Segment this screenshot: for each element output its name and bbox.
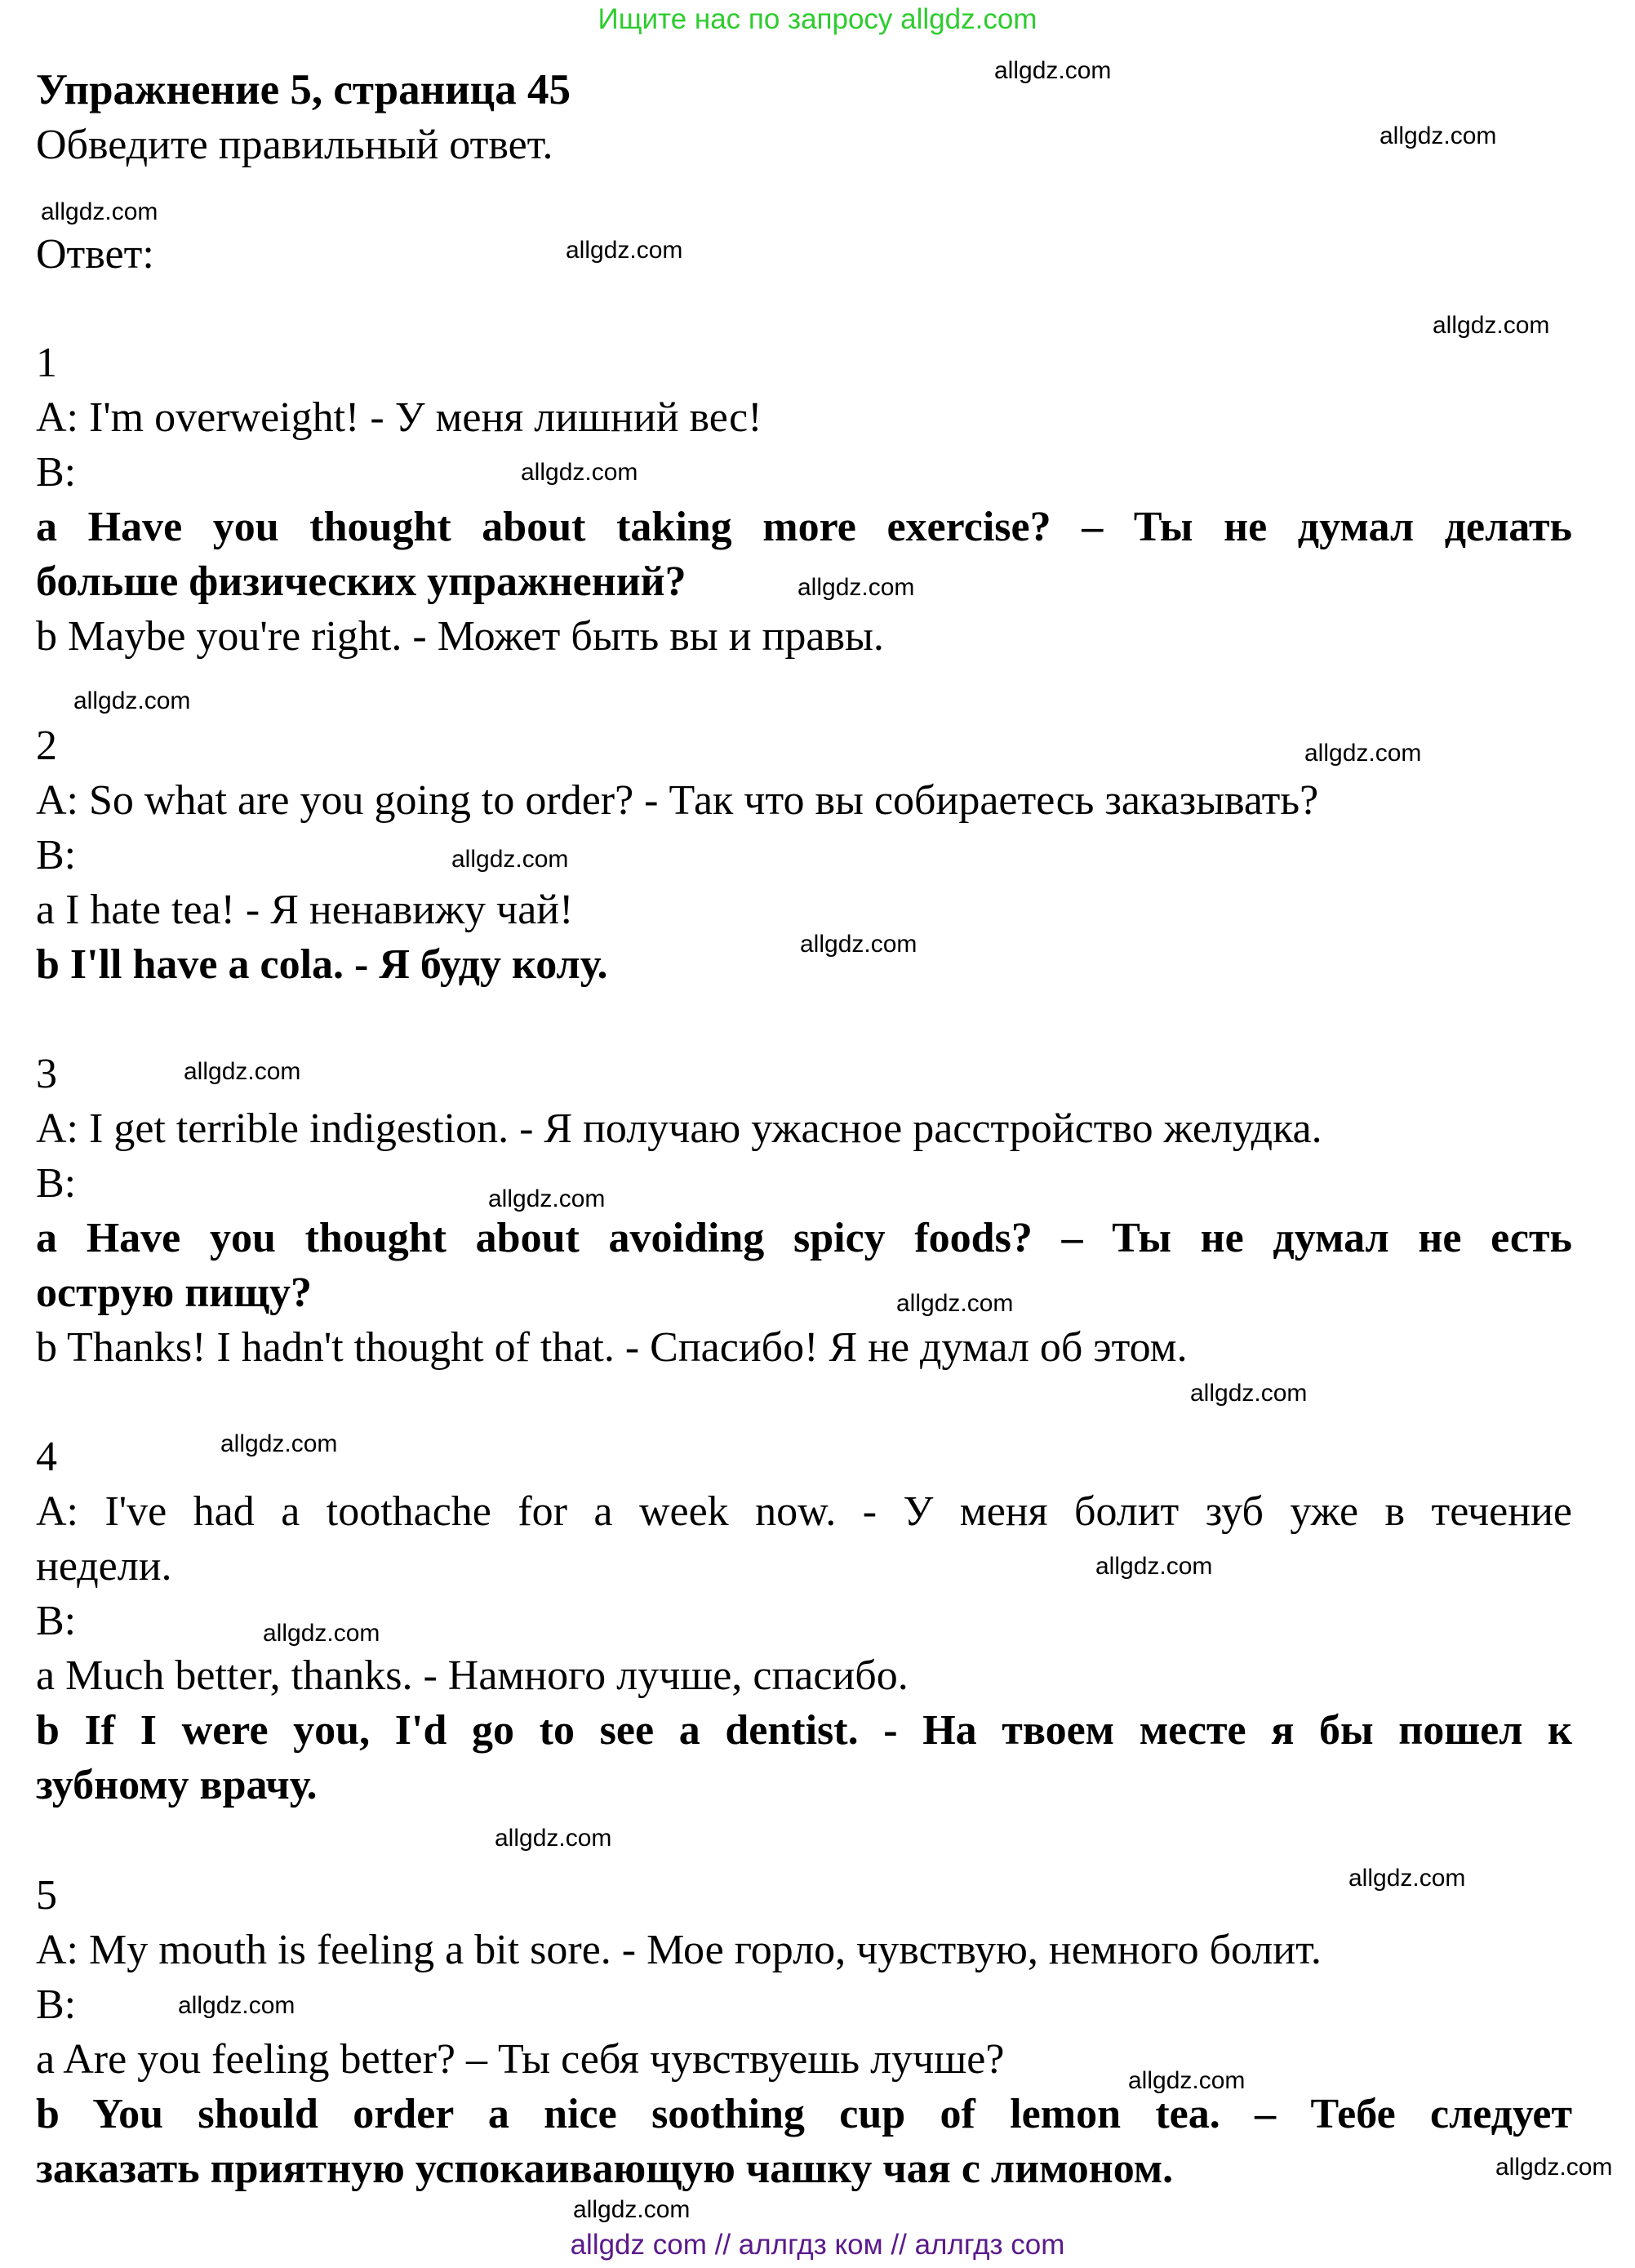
option-correct: b I'll have a cola. - Я буду колу. [36,941,608,988]
page-title: Упражнение 5, страница 45 [36,66,571,113]
option-correct-cont: больше физических упражнений? [36,558,686,605]
watermark: allgdz.com [488,1185,606,1212]
line-a: A: So what are you going to order? - Так что вы собираетесь заказывать? [36,777,1319,824]
line-b-label: B: [36,1160,77,1207]
line-a: A: I'm overweight! - У меня лишний вес! [36,394,762,441]
watermark: allgdz.com [1495,2154,1613,2181]
watermark: allgdz.com [178,1992,295,2019]
watermark: allgdz.com [573,2196,691,2223]
option: b Maybe you're right. - Может быть вы и правы. [36,613,884,660]
line-a: A: I get terrible indigestion. - Я получаю ужасное расстройство желудка. [36,1105,1322,1152]
option: a I hate tea! - Я ненавижу чай! [36,887,574,933]
line-a: A: My mouth is feeling a bit sore. - Мое горло, чувствую, немного болит. [36,1927,1322,1973]
watermark: allgdz.com [1348,1865,1466,1892]
option-correct: b If I were you, I'd go to see a dentist. - На твоем месте я бы пошел к [36,1707,1572,1754]
watermark: allgdz.com [451,846,569,873]
item-number: 2 [36,723,57,769]
instruction-text: Обведите правильный ответ. [36,122,553,168]
line-b-label: B: [36,832,77,878]
answer-label: Ответ: [36,231,154,278]
option-correct: a Have you thought about taking more exercise? – Ты не думал делать [36,504,1572,550]
watermark: allgdz.com [1304,740,1422,767]
watermark: allgdz.com [41,198,158,225]
watermark: allgdz.com [1095,1553,1213,1580]
option-correct-cont: заказать приятную успокаивающую чашку чая с лимоном. [36,2146,1174,2192]
footer-links: allgdz com // аллгдз ком // аллгдз com [570,2229,1065,2261]
option: a Are you feeling better? – Ты себя чувствуешь лучше? [36,2036,1005,2083]
watermark: allgdz.com [521,459,638,486]
watermark: allgdz.com [896,1290,1014,1317]
item-number: 3 [36,1051,57,1097]
line-b-label: B: [36,1598,77,1644]
watermark: allgdz.com [994,57,1112,84]
option-correct-cont: острую пищу? [36,1270,313,1316]
search-banner: Ищите нас по запросу allgdz.com [598,3,1037,35]
item-number: 4 [36,1434,57,1480]
watermark: allgdz.com [566,237,683,264]
line-a-cont: недели. [36,1543,172,1590]
option-correct: a Have you thought about avoiding spicy foods? – Ты не думал не есть [36,1215,1572,1261]
watermark: allgdz.com [263,1620,380,1647]
item-number: 5 [36,1872,57,1919]
line-a: A: I've had a toothache for a week now. - У меня болит зуб уже в течение [36,1488,1572,1535]
watermark: allgdz.com [184,1058,301,1085]
option: b Thanks! I hadn't thought of that. - Спасибо! Я не думал об этом. [36,1324,1188,1371]
watermark: allgdz.com [1128,2067,1246,2094]
watermark: allgdz.com [495,1825,612,1852]
line-b-label: B: [36,1981,77,2028]
line-b-label: B: [36,449,77,496]
watermark: allgdz.com [1380,122,1497,149]
watermark: allgdz.com [1433,312,1550,339]
watermark: allgdz.com [798,574,915,601]
watermark: allgdz.com [800,931,917,958]
watermark: allgdz.com [1190,1380,1308,1407]
watermark: allgdz.com [220,1430,338,1457]
option: a Much better, thanks. - Намного лучше, спасибо. [36,1652,909,1699]
option-correct: b You should order a nice soothing cup of lemon tea. – Тебе следует [36,2091,1572,2137]
item-number: 1 [36,340,57,386]
option-correct-cont: зубному врачу. [36,1762,318,1808]
watermark: allgdz.com [73,687,191,714]
